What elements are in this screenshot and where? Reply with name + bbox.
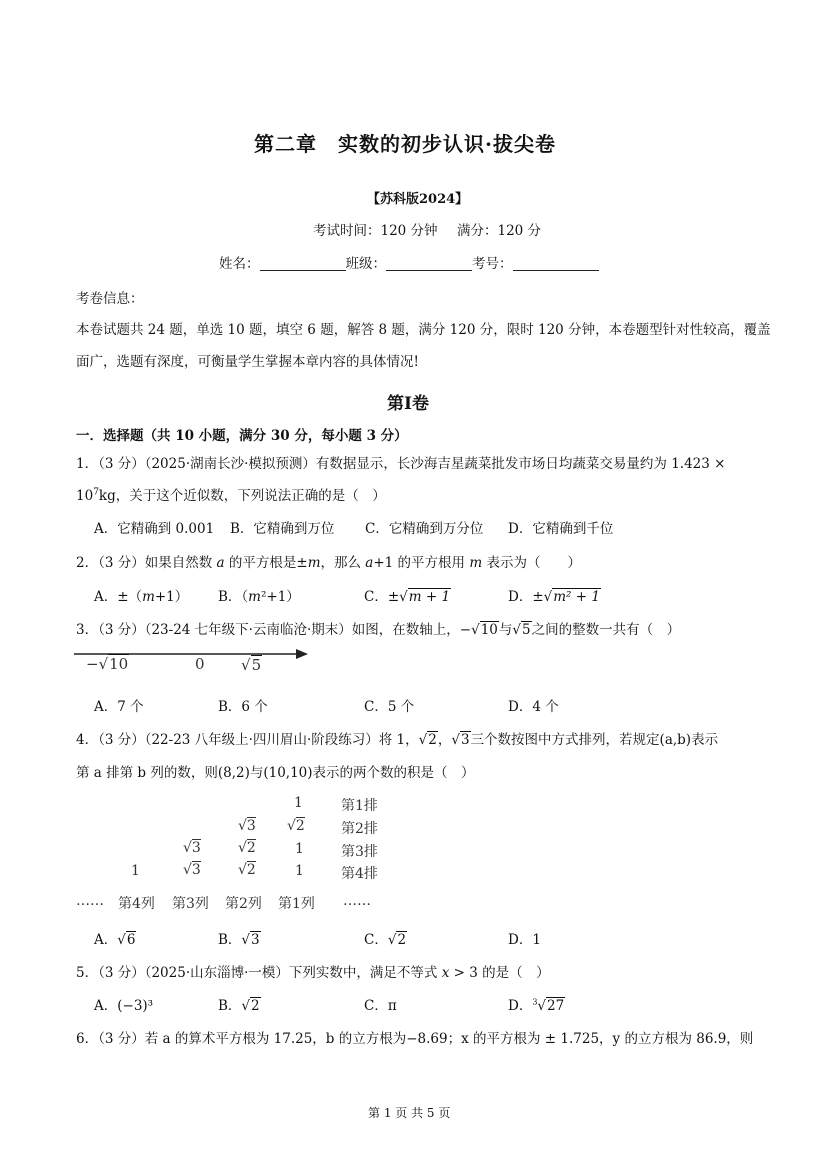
fig-dots-left: …… bbox=[76, 893, 104, 909]
q3-option-b[interactable]: B．6 个 bbox=[218, 699, 268, 715]
q5-var-x: x bbox=[441, 965, 450, 981]
question-3 bbox=[76, 618, 680, 638]
q5-option-b[interactable] bbox=[218, 994, 261, 1014]
q2-text-5: 表示为（ ） bbox=[482, 555, 581, 571]
q4-option-a[interactable] bbox=[94, 928, 136, 948]
q2b-post: ²+1） bbox=[260, 589, 300, 605]
name-blank[interactable] bbox=[260, 256, 346, 271]
q4a-radicand: 6 bbox=[126, 932, 136, 948]
fig-row-label-1: 第1排 bbox=[341, 798, 378, 814]
page-footer: 第 1 页 共 5 页 bbox=[368, 1106, 451, 1120]
q2b-pre: B．（ bbox=[218, 589, 249, 605]
q1-option-d[interactable]: D．它精确到千位 bbox=[508, 521, 614, 537]
q4-option-d[interactable]: D．1 bbox=[508, 932, 541, 948]
q1-base: 10 bbox=[76, 488, 94, 504]
q2-option-d[interactable] bbox=[508, 585, 601, 605]
page-title: 第二章 实数的初步认识·拔尖卷 bbox=[254, 132, 556, 156]
q2-option-c[interactable] bbox=[364, 585, 451, 605]
q2-option-a[interactable] bbox=[94, 585, 188, 605]
fig-row-label-4: 第4排 bbox=[341, 866, 378, 882]
question-5 bbox=[76, 961, 550, 981]
q3-sqrt-10: √10 bbox=[471, 622, 498, 638]
info-label: 考卷信息： bbox=[76, 291, 144, 307]
fig-r4c2-rad: 2 bbox=[246, 862, 256, 878]
q4-text-1: 4．（3 分）（22-23 八年级上·四川眉山·阶段练习）将 1， bbox=[76, 732, 419, 748]
q5-option-c[interactable]: C．π bbox=[364, 998, 397, 1014]
q4-radicand-2: 2 bbox=[428, 732, 437, 748]
q1-option-c[interactable]: C．它精确到万分位 bbox=[365, 521, 484, 537]
number-line-label-neg-sqrt10 bbox=[86, 655, 129, 673]
q1-option-a[interactable]: A．它精确到 0.001 bbox=[94, 521, 215, 537]
fig-r3c3: √3 bbox=[183, 840, 201, 856]
class-blank[interactable] bbox=[386, 256, 472, 271]
q5-text-2: > 3 的是（ ） bbox=[449, 965, 550, 981]
edition-label: 【苏科版2024】 bbox=[367, 192, 469, 207]
number-label: 考号： bbox=[472, 256, 513, 272]
fig-r3c2: √2 bbox=[238, 840, 256, 856]
number-blank[interactable] bbox=[513, 256, 599, 271]
fig-col-label-3: 第3列 bbox=[172, 896, 209, 912]
fig-dots-right: …… bbox=[343, 893, 371, 909]
q3-text-3: 之间的整数一共有（ ） bbox=[531, 622, 681, 638]
name-label: 姓名： bbox=[219, 256, 260, 272]
q5d-cbrt: √27 bbox=[537, 998, 565, 1014]
q5d-pre: D． bbox=[508, 998, 533, 1014]
question-4-line-1 bbox=[76, 728, 718, 748]
q4b-radicand: 3 bbox=[251, 932, 260, 948]
fig-row-label-3: 第3排 bbox=[341, 844, 378, 860]
q3-radicand-1: 10 bbox=[480, 622, 498, 638]
q5b-radicand: 2 bbox=[251, 998, 260, 1014]
volume-title: 第Ⅰ卷 bbox=[387, 394, 429, 414]
fig-r2c1: √2 bbox=[287, 818, 305, 834]
q4c-pre: C． bbox=[364, 932, 388, 948]
q4-sqrt-2: √2 bbox=[418, 732, 437, 748]
fig-r3c2-rad: 2 bbox=[246, 840, 256, 856]
number-line-label-zero: 0 bbox=[195, 655, 205, 673]
question-2 bbox=[76, 551, 581, 571]
number-line-label-sqrt5 bbox=[241, 656, 262, 674]
question-1-line-2 bbox=[76, 484, 386, 504]
fig-r3c1: 1 bbox=[295, 841, 304, 857]
q4-option-b[interactable] bbox=[218, 928, 261, 948]
section-heading: 一．选择题（共 10 小题，满分 30 分，每小题 3 分） bbox=[76, 428, 408, 444]
q2a-var: m bbox=[142, 589, 155, 605]
q4-option-c[interactable] bbox=[364, 928, 407, 948]
fig-r4c1: 1 bbox=[295, 863, 304, 879]
q2-text-4: +1 的平方根用 bbox=[373, 555, 470, 571]
q2-var-m-2: m bbox=[469, 555, 483, 571]
question-4-line-2: 第 a 排第 b 列的数，则(8,2)与(10,10)表示的两个数的积是（ ） bbox=[76, 765, 475, 781]
q5-option-d[interactable] bbox=[508, 994, 565, 1014]
fig-radicand-10: 10 bbox=[109, 655, 129, 673]
fig-r2c2-rad: 3 bbox=[246, 818, 256, 834]
q3-text-2: 与 bbox=[498, 622, 513, 638]
question-1-line-1: 1．（3 分）（2025·湖南长沙·模拟预测）有数据显示，长沙海吉星蔬菜批发市场日均蔬菜交易量约为 1.423 × bbox=[76, 456, 726, 472]
q2c-radicand: m + 1 bbox=[408, 589, 451, 605]
q4-sqrt-3: √3 bbox=[451, 732, 470, 748]
fig-col-label-4: 第4列 bbox=[118, 896, 155, 912]
q2b-var: m bbox=[248, 589, 261, 605]
q4b-sqrt: √3 bbox=[241, 932, 260, 948]
q3-option-d[interactable]: D．4 个 bbox=[508, 699, 559, 715]
fig-col-label-2: 第2列 bbox=[225, 896, 262, 912]
q2a-pre: A．±（ bbox=[94, 589, 143, 605]
q5d-root-index: 3 bbox=[532, 997, 538, 1007]
q2c-pre: C．± bbox=[364, 589, 400, 605]
q5b-sqrt: √2 bbox=[241, 998, 260, 1014]
class-label: 班级： bbox=[345, 256, 386, 272]
q4-radicand-3: 3 bbox=[460, 732, 470, 748]
question-6: 6．（3 分）若 a 的算术平方根为 17.25，b 的立方根为−8.69；x 的平方根为 ± 1.725，y 的立方根为 86.9，则 bbox=[76, 1031, 754, 1047]
q2d-sqrt: √m² + 1 bbox=[543, 589, 600, 605]
q5d-radicand: 27 bbox=[547, 998, 565, 1014]
fig-r1c1: 1 bbox=[294, 795, 303, 811]
fig-r4c3-rad: 3 bbox=[191, 862, 201, 878]
q2-text-2: 的平方根是± bbox=[224, 555, 308, 571]
fig-r4c2: √2 bbox=[238, 862, 256, 878]
fig-r3c3-rad: 3 bbox=[191, 840, 201, 856]
q4a-sqrt: √6 bbox=[117, 932, 136, 948]
fig-neg-sign: − bbox=[86, 655, 99, 673]
q2-var-m: m bbox=[307, 555, 321, 571]
q2-text-1: 2．（3 分）如果自然数 bbox=[76, 555, 217, 571]
q2a-post: +1） bbox=[154, 589, 189, 605]
q3-option-c[interactable]: C．5 个 bbox=[364, 699, 415, 715]
q5-text-1: 5．（3 分）（2025·山东淄博·一模）下列实数中，满足不等式 bbox=[76, 965, 442, 981]
number-line-arrow bbox=[296, 649, 308, 659]
fig-col-label-1: 第1列 bbox=[278, 896, 315, 912]
fig-r4c3: √3 bbox=[183, 862, 201, 878]
q2c-sqrt: √m + 1 bbox=[399, 589, 451, 605]
q1-option-b[interactable]: B．它精确到万位 bbox=[230, 521, 335, 537]
q2d-pre: D．± bbox=[508, 589, 544, 605]
q4a-pre: A． bbox=[94, 932, 118, 948]
q4-text-2: 三个数按图中方式排列，若规定(a,b)表示 bbox=[470, 732, 719, 748]
exam-time: 考试时间：120 分钟 bbox=[313, 223, 438, 239]
q3-option-a[interactable]: A．7 个 bbox=[94, 699, 144, 715]
fig-r4c4: 1 bbox=[131, 863, 140, 879]
info-text-1: 本卷试题共 24 题，单选 10 题，填空 6 题，解答 8 题，满分 120 分，限时 120 分钟，本卷题型针对性较高，覆盖 bbox=[76, 322, 771, 338]
fig-radicand-5: 5 bbox=[251, 656, 262, 674]
q4c-radicand: 2 bbox=[397, 932, 407, 948]
fig-sqrt10: √10 bbox=[98, 655, 129, 673]
q4c-sqrt: √2 bbox=[387, 932, 407, 948]
q2-option-b[interactable] bbox=[218, 585, 300, 605]
q2d-radicand: m² + 1 bbox=[553, 589, 600, 605]
q3-radicand-2: 5 bbox=[521, 622, 531, 638]
student-info-row bbox=[219, 252, 599, 272]
q5-option-a[interactable]: A．(−3)³ bbox=[94, 998, 154, 1014]
q2-var-a: a bbox=[216, 555, 225, 571]
q3-sqrt-5: √5 bbox=[512, 622, 531, 638]
q5b-pre: B． bbox=[218, 998, 242, 1014]
fig-sqrt5: √5 bbox=[241, 656, 262, 674]
q2-var-a-2: a bbox=[365, 555, 374, 571]
info-text-2: 面广，选题有深度，可衡量学生掌握本章内容的具体情况! bbox=[76, 354, 419, 370]
full-score: 满分：120 分 bbox=[457, 223, 542, 239]
fig-r2c1-rad: 2 bbox=[295, 818, 305, 834]
q1-rest: kg，关于这个近似数，下列说法正确的是（ ） bbox=[98, 488, 386, 504]
q4b-pre: B． bbox=[218, 932, 242, 948]
q3-text-1: 3．（3 分）（23-24 七年级下·云南临沧·期末）如图，在数轴上，− bbox=[76, 622, 472, 638]
fig-r2c2: √3 bbox=[238, 818, 256, 834]
fig-row-label-2: 第2排 bbox=[341, 821, 378, 837]
q4-sep: ， bbox=[437, 732, 452, 748]
q2-text-3: ，那么 bbox=[320, 555, 366, 571]
q1-exponent: 7 bbox=[93, 487, 99, 498]
